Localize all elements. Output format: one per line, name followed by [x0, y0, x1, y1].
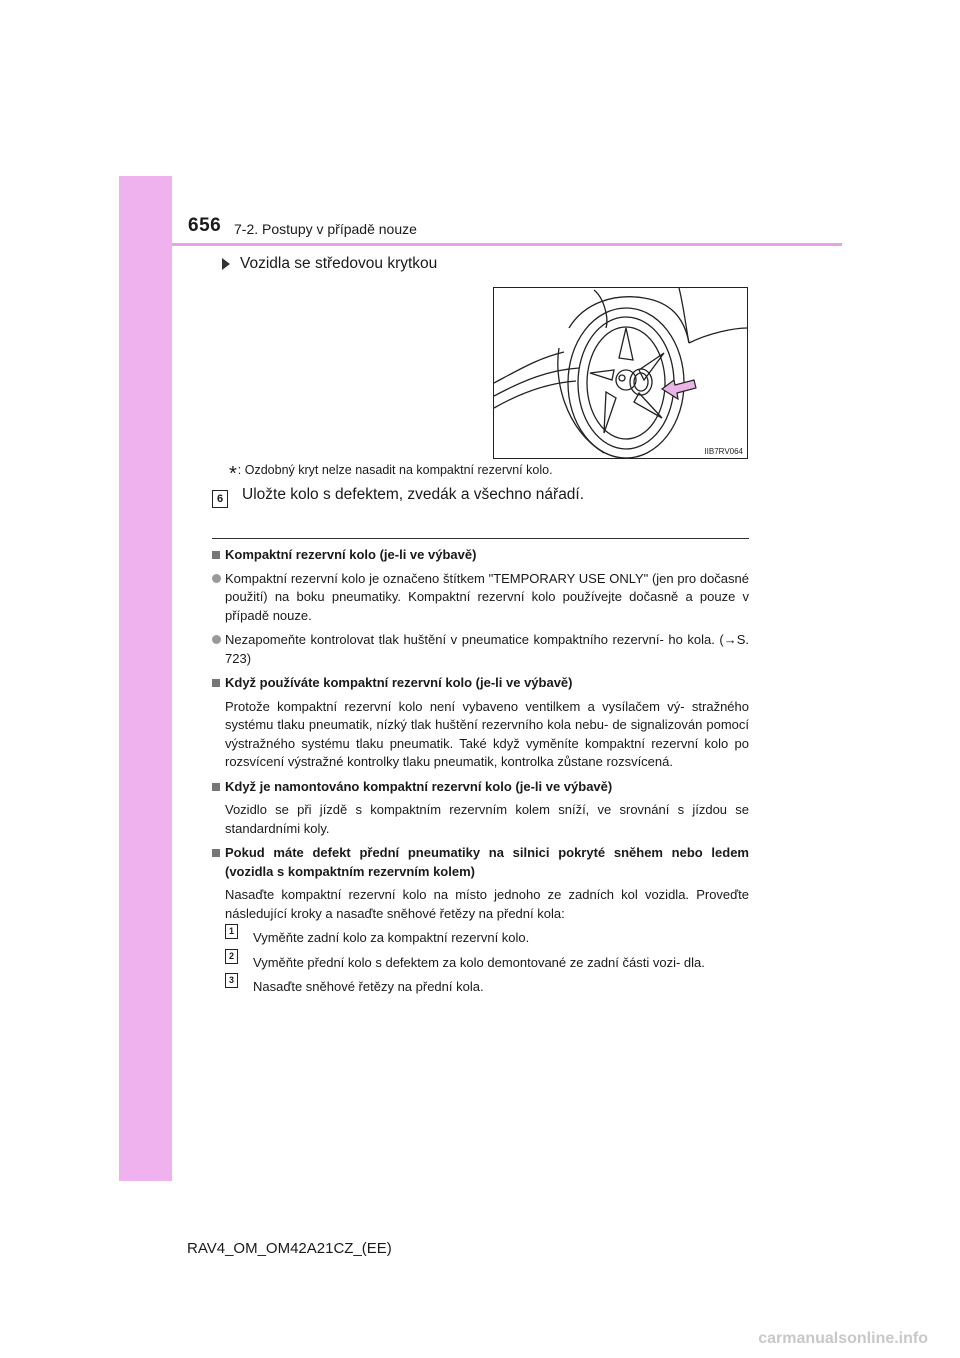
note-heading [212, 778, 749, 797]
step-number-badge: 2 [225, 949, 238, 964]
note-heading-text: Když používáte kompaktní rezervní kolo (je-li ve výbavě) [225, 675, 573, 690]
watermark: carmanualsonline.info [758, 1330, 928, 1347]
numbered-steps [225, 926, 749, 997]
section-title: 7-2. Postupy v případě nouze [234, 221, 417, 237]
footnote-star: * [229, 463, 237, 485]
wheel-illustration [493, 287, 748, 459]
header-rule [172, 243, 842, 246]
circle-bullet-icon [212, 574, 221, 583]
sub-heading [222, 255, 437, 273]
note-block-using-spare [212, 674, 749, 772]
note-paragraph: Vozidlo se při jízdě s kompaktním rezervním kolem sníží, ve srovnání s jízdou se standardními koly. [225, 802, 749, 836]
square-bullet-icon [212, 783, 220, 791]
wheel-drawing [494, 288, 747, 458]
notes-content [212, 546, 749, 1003]
numbered-step-text: Vyměňte přední kolo s defektem za kolo demontované ze zadní části vozi- dla. [253, 954, 705, 970]
section-divider [212, 538, 749, 539]
note-block-snow-flat [212, 844, 749, 997]
note-heading-text: Pokud máte defekt přední pneumatiky na silnici pokryté sněhem nebo ledem (vozidla s kompaktním rezervním kolem) [225, 845, 749, 879]
side-tab-bar [119, 176, 172, 1181]
circle-bullet-icon [212, 635, 221, 644]
square-bullet-icon [212, 849, 220, 857]
bullet-text: Kompaktní rezervní kolo je označeno štítkem "TEMPORARY USE ONLY" (jen pro dočasné použití) na boku pneumatiky. Kompaktní rezervní kolo používejte dočasně a pouze v případě nouze. [225, 570, 749, 623]
note-heading-text: Kompaktní rezervní kolo (je-li ve výbavě) [225, 547, 477, 562]
footnote-text: : Ozdobný kryt nelze nasadit na kompaktní rezervní kolo. [237, 463, 553, 477]
note-heading [212, 546, 749, 565]
note-block-spare-installed [212, 778, 749, 839]
note-heading [212, 844, 749, 881]
page-number: 656 [188, 215, 222, 236]
numbered-step [225, 926, 749, 948]
square-bullet-icon [212, 679, 220, 687]
note-heading-text: Když je namontováno kompaktní rezervní kolo (je-li ve výbavě) [225, 778, 613, 794]
bullet-text: Nezapomeňte kontrolovat tlak huštění v pneumatice kompaktního rezervní- ho kola. (→S. 723) [225, 632, 749, 666]
sub-heading-text: Vozidla se středovou krytkou [240, 255, 438, 272]
step-number-badge: 6 [212, 490, 228, 508]
footnote [229, 463, 553, 486]
numbered-step [225, 975, 749, 997]
numbered-step [225, 950, 749, 973]
note-paragraph: Protože kompaktní rezervní kolo není vybaveno ventilkem a vysílačem vý- stražného systému tlaku pneumatik, nízký tlak huštění rezervního kola nebu- de signalizován pomocí výstražného systému tlaku pneumatik. Také když vyměníte kompaktní rezervní kolo po rozsvícení výstražné kontrolky tlaku pneumatik, kontrolka zůstane rozsvícená. [225, 698, 749, 769]
triangle-bullet-icon [222, 258, 230, 270]
step-6-text: Uložte kolo s defektem, zvedák a všechno nářadí. [242, 486, 585, 503]
note-heading [212, 674, 749, 693]
step-number-badge: 1 [225, 924, 238, 939]
square-bullet-icon [212, 551, 220, 559]
bullet-item [212, 570, 749, 626]
bullet-item [212, 631, 749, 668]
numbered-step-text: Nasaďte sněhové řetězy na přední kola. [253, 979, 484, 994]
document-code: RAV4_OM_OM42A21CZ_(EE) [187, 1240, 392, 1257]
numbered-step-text: Vyměňte zadní kolo za kompaktní rezervní kolo. [253, 930, 530, 945]
step-number-badge: 3 [225, 973, 238, 988]
figure-code: IIB7RV064 [704, 447, 743, 456]
note-block-compact-spare [212, 546, 749, 668]
step-6 [212, 486, 585, 508]
note-paragraph: Nasaďte kompaktní rezervní kolo na místo jednoho ze zadních kol vozidla. Proveďte následující kroky a nasaďte sněhové řetězy na přední kola: [225, 887, 749, 921]
